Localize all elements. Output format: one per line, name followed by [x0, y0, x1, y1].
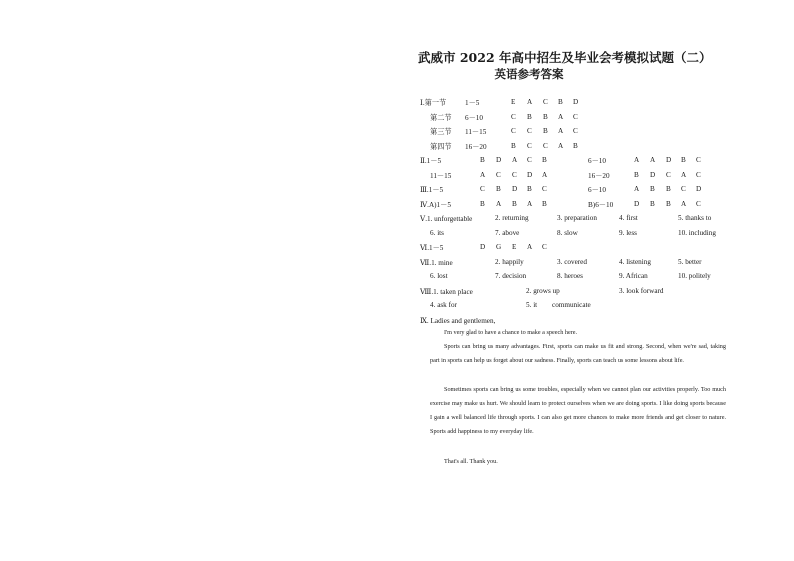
section-label: Ⅳ.A)1－5 — [420, 201, 451, 209]
answer-row — [420, 98, 740, 110]
answer-cell: C — [681, 185, 686, 193]
answer-cell: B — [542, 156, 547, 164]
answer-cell: C — [573, 113, 578, 121]
answer-cell: communicate — [552, 301, 591, 309]
answer-cell: A — [558, 127, 564, 135]
answer-cell: D — [666, 156, 672, 164]
page-subtitle: 英语参考答案 — [494, 67, 564, 81]
answer-cell: D — [527, 171, 533, 179]
answer-cell: C — [512, 171, 517, 179]
answer-cell: A — [650, 156, 656, 164]
section-label: 第三节 — [430, 128, 452, 136]
answer-cell: C — [542, 243, 547, 251]
answer-cell: 4. ask for — [430, 301, 457, 309]
answer-cell: B — [558, 98, 563, 106]
answer-cell: 2. returning — [495, 214, 529, 222]
range-label: 16－20 — [588, 172, 610, 180]
answer-cell: 7. decision — [495, 272, 527, 280]
range-label: 16－20 — [465, 143, 487, 151]
answer-cell: C — [542, 185, 547, 193]
answer-cell: 2. grows up — [526, 287, 560, 295]
answer-cell: C — [527, 127, 532, 135]
answer-cell: 7. above — [495, 229, 520, 237]
answer-row — [420, 287, 740, 299]
answer-cell: B — [480, 200, 485, 208]
answer-cell: A — [681, 200, 687, 208]
answer-cell: C — [480, 185, 485, 193]
answer-cell: C — [527, 142, 532, 150]
answer-cell: B — [634, 171, 639, 179]
section-label: Ⅱ.1－5 — [420, 157, 442, 165]
answer-cell: B — [527, 113, 532, 121]
answer-cell: G — [496, 243, 502, 251]
answer-row — [420, 142, 740, 154]
essay-paragraph: That's all. Thank you. — [444, 458, 498, 465]
answer-cell: 5. thanks to — [678, 214, 712, 222]
essay-paragraph: Sports can bring us many advantages. First, sports can make us fit and strong. Second, when we're sad, taking part in sports can help us forget about our sadness. Finally, sports can teach us some lessons about life. — [430, 343, 726, 364]
answer-cell: 8. slow — [557, 229, 578, 237]
answer-cell: B — [511, 142, 516, 150]
answer-cell: E — [511, 98, 516, 106]
answer-cell: B — [496, 185, 501, 193]
answer-cell: B — [681, 156, 686, 164]
answer-cell: A — [634, 156, 640, 164]
answer-cell: A — [527, 98, 533, 106]
answer-cell: Ⅴ.1. unforgettable — [420, 215, 473, 223]
answer-cell: D — [696, 185, 702, 193]
section-label: Ⅲ.1－5 — [420, 186, 444, 194]
answer-row — [420, 272, 740, 284]
page-title: 武威市 2022 年高中招生及毕业会考模拟试题（二） — [418, 50, 712, 65]
answer-cell: A — [681, 171, 687, 179]
answer-cell: A — [496, 200, 502, 208]
answer-cell: C — [543, 142, 548, 150]
range-label: 11－15 — [465, 128, 487, 136]
answer-cell: D — [573, 98, 579, 106]
essay-greeting: Ⅸ. Ladies and gentlemen, — [420, 317, 496, 325]
answer-row — [420, 229, 740, 241]
answer-cell: 3. covered — [557, 258, 587, 266]
range-label: 11－15 — [430, 172, 452, 180]
answer-cell: 2. happily — [495, 258, 524, 266]
answer-cell: 9. African — [619, 272, 648, 280]
answer-row — [420, 258, 740, 270]
answer-cell: 4. first — [619, 214, 638, 222]
answer-cell: D — [496, 156, 502, 164]
answer-cell: A — [558, 113, 564, 121]
answer-cell: B — [650, 185, 655, 193]
answer-row — [420, 156, 740, 168]
answer-cell: B — [543, 127, 548, 135]
section-label: 第四节 — [430, 143, 452, 151]
answer-cell: B — [480, 156, 485, 164]
answer-row — [420, 171, 740, 183]
answer-cell: B — [543, 113, 548, 121]
answer-cell: C — [496, 171, 501, 179]
answer-cell: B — [650, 200, 655, 208]
answer-cell: A — [527, 243, 533, 251]
answer-cell: B — [573, 142, 578, 150]
answer-cell: A — [480, 171, 486, 179]
answer-cell: 10. including — [678, 229, 716, 237]
answer-row — [420, 185, 740, 197]
answer-cell: A — [558, 142, 564, 150]
answer-cell: C — [696, 200, 701, 208]
range-label: 6－10 — [465, 114, 483, 122]
answer-cell: B — [512, 200, 517, 208]
answer-cell: 6. lost — [430, 272, 448, 280]
answer-cell: C — [696, 171, 701, 179]
answer-cell: B — [542, 200, 547, 208]
answer-row — [420, 301, 740, 313]
answer-cell: 9. less — [619, 229, 637, 237]
range-label: 1－5 — [465, 99, 480, 107]
answer-cell: C — [527, 156, 532, 164]
answer-cell: 8. heroes — [557, 272, 583, 280]
answer-cell: D — [634, 200, 640, 208]
answer-row — [420, 127, 740, 139]
section-label: Ⅵ.1－5 — [420, 244, 444, 252]
answer-row — [420, 200, 740, 212]
answer-cell: A — [512, 156, 518, 164]
answer-cell: Ⅶ.1. mine — [420, 259, 453, 267]
answer-cell: C — [666, 171, 671, 179]
answer-cell: 4. listening — [619, 258, 651, 266]
range-label: B)6－10 — [588, 201, 614, 209]
answer-cell: C — [543, 98, 548, 106]
answer-cell: C — [511, 113, 516, 121]
answer-cell: 10. politely — [678, 272, 711, 280]
answer-cell: C — [511, 127, 516, 135]
answer-cell: Ⅷ.1. taken place — [420, 288, 473, 296]
answer-cell: E — [512, 243, 517, 251]
answer-cell: 5. it — [526, 301, 538, 309]
answer-cell: A — [634, 185, 640, 193]
answer-cell: C — [573, 127, 578, 135]
answer-cell: B — [666, 200, 671, 208]
answer-cell: D — [480, 243, 486, 251]
answer-cell: D — [512, 185, 518, 193]
essay-paragraph: Sometimes sports can bring us some troubles, especially when we cannot plan our activities properly. Too much exercise may make us hurt. We should learn to protect ourselves when we are doing sports. I like doing sports because I gain a well balanced life through sports. I can also get more chances to make more friends and get closer to nature. Sports add happiness to my everyday life. — [430, 386, 726, 435]
answer-cell: C — [696, 156, 701, 164]
answer-cell: B — [527, 185, 532, 193]
answer-cell: 6. its — [430, 229, 444, 237]
range-label: 6－10 — [588, 157, 606, 165]
range-label: 6－10 — [588, 186, 606, 194]
answer-cell: 3. preparation — [557, 214, 597, 222]
answer-row — [420, 113, 740, 125]
answer-cell: D — [650, 171, 656, 179]
answer-cell: 5. better — [678, 258, 702, 266]
section-label: Ⅰ.第一节 — [420, 99, 447, 107]
answer-cell: A — [527, 200, 533, 208]
answer-cell: 3. look forward — [619, 287, 664, 295]
answer-row — [420, 214, 740, 226]
essay-paragraph: I'm very glad to have a chance to make a speech here. — [444, 329, 578, 336]
answer-cell: A — [542, 171, 548, 179]
answer-cell: B — [666, 185, 671, 193]
section-label: 第二节 — [430, 114, 452, 122]
answer-row — [420, 243, 740, 255]
